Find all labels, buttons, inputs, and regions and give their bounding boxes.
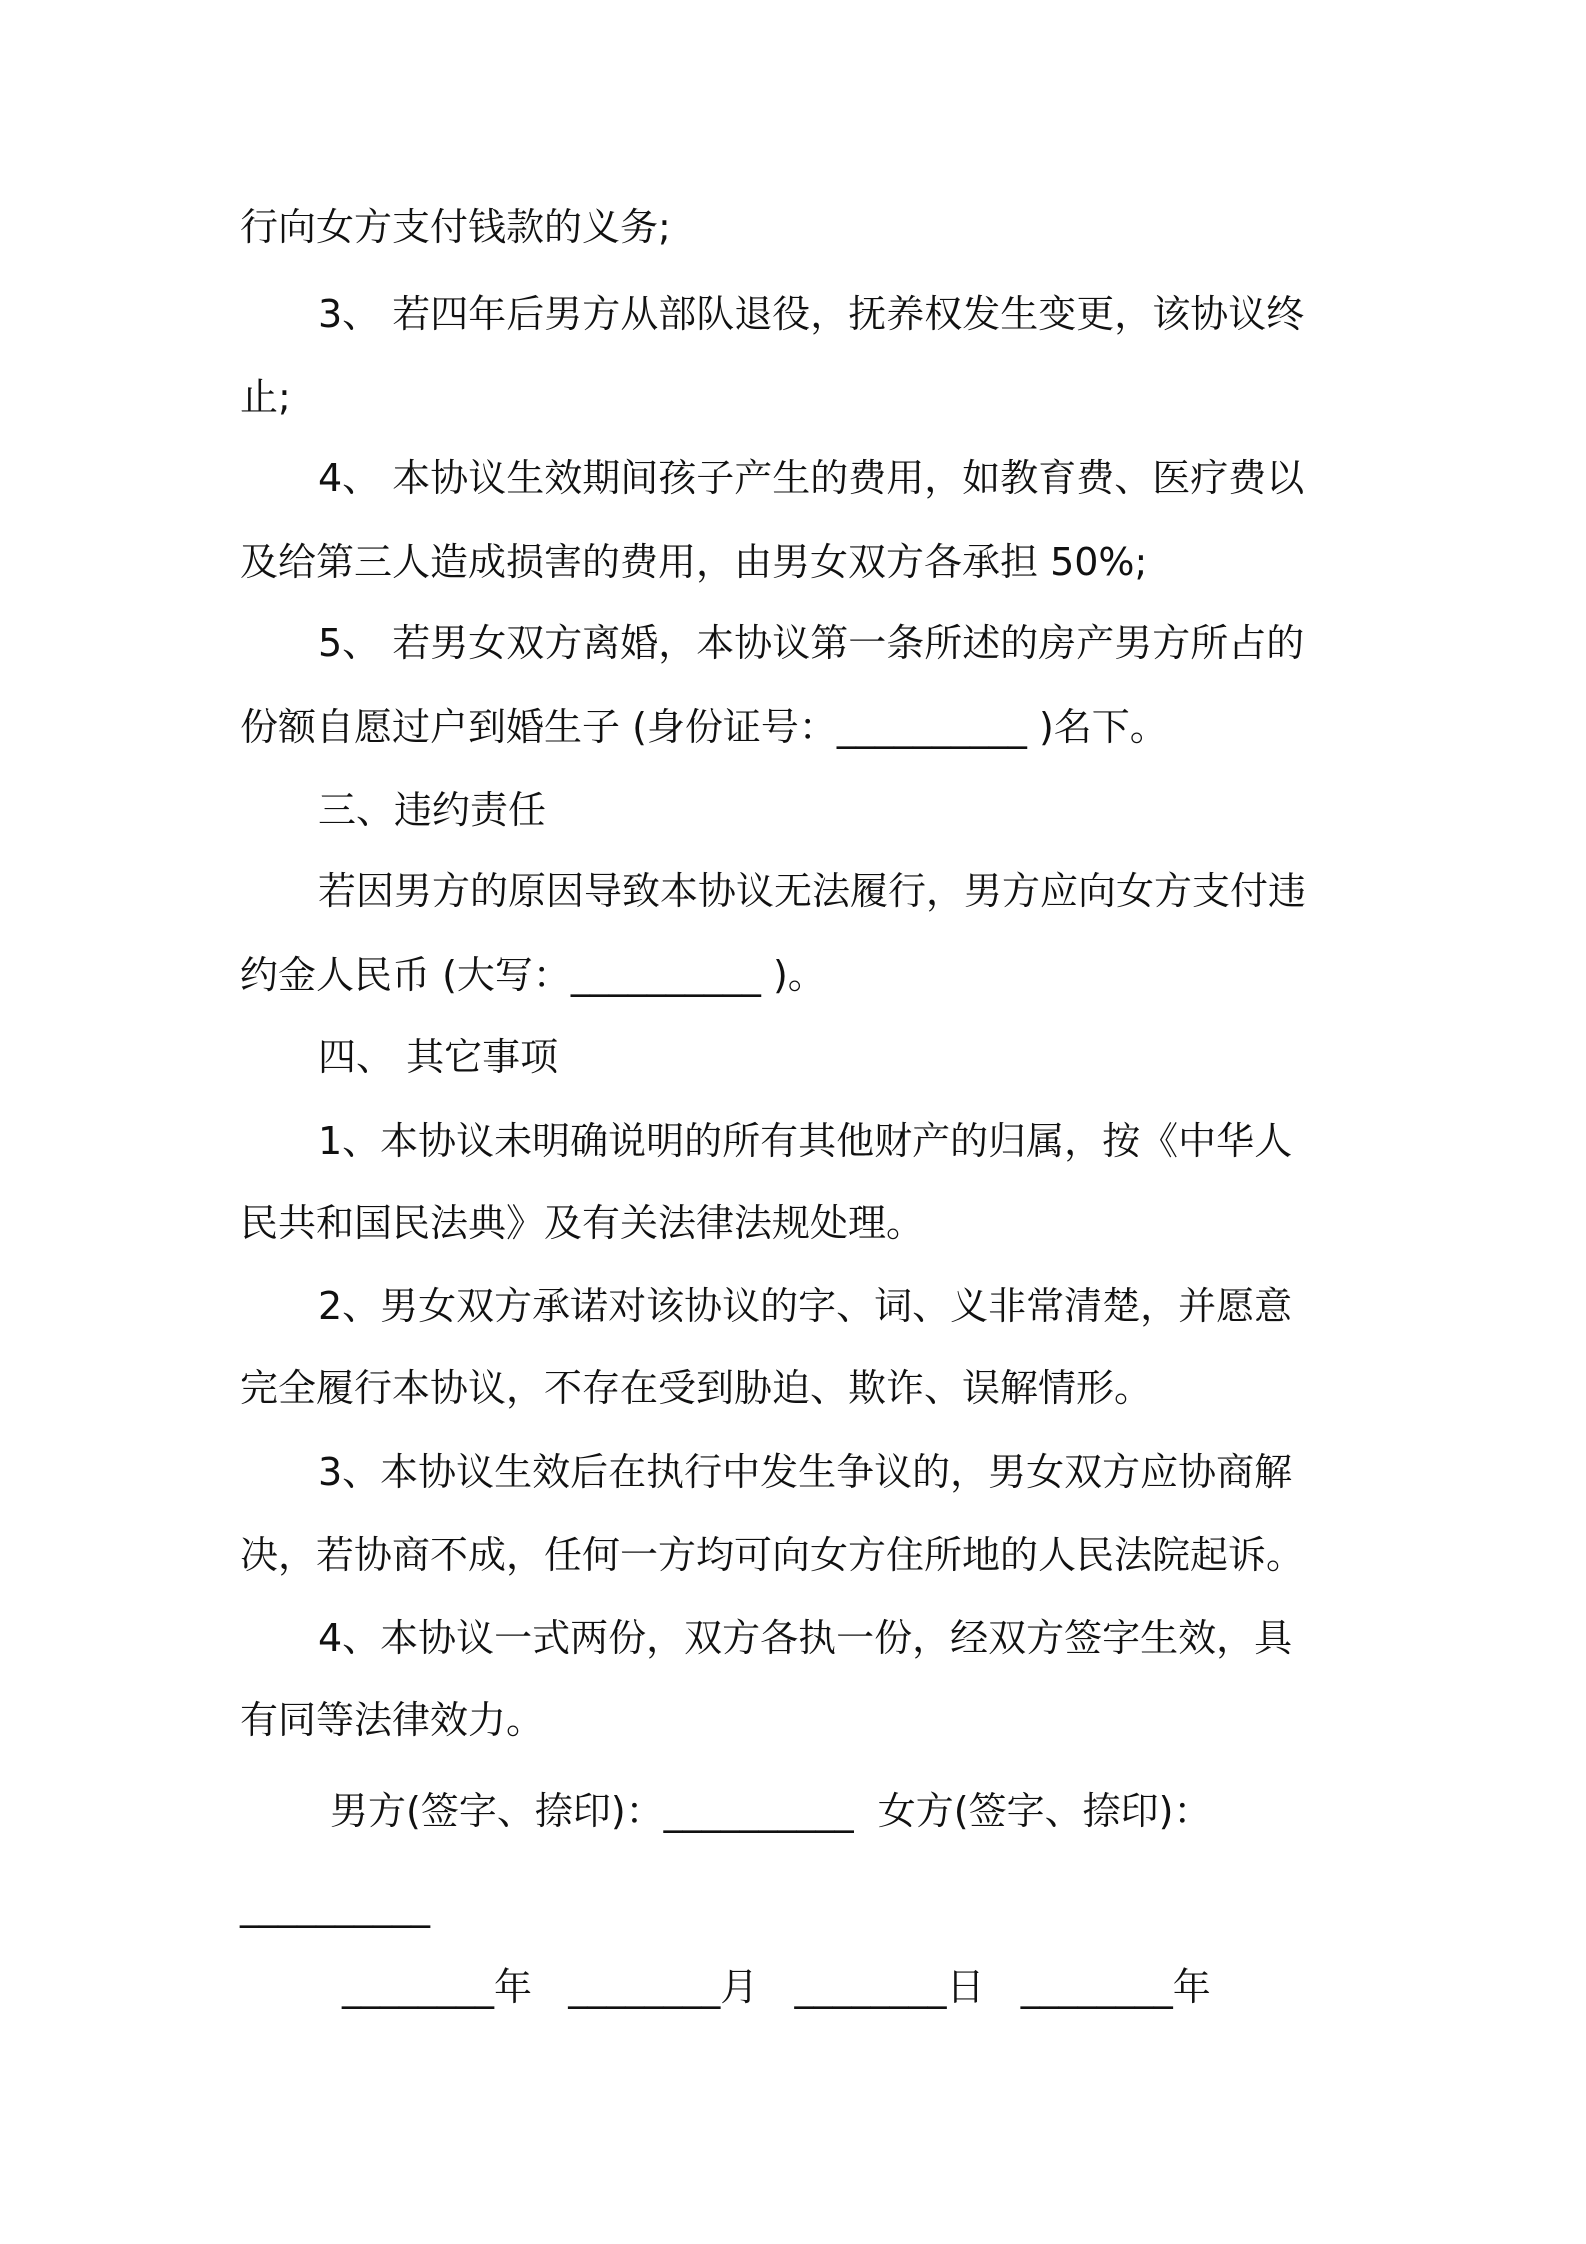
paragraph-line: 2、男女双方承诺对该协议的字、词、义非常清楚，并愿意 <box>318 1284 1293 1328</box>
paragraph-line: 4、本协议一式两份，双方各执一份，经双方签字生效，具 <box>318 1616 1293 1660</box>
paragraph-line: 完全履行本协议，不存在受到胁迫、欺诈、误解情形。 <box>240 1366 1153 1410</box>
paragraph-line: 止; <box>240 375 291 419</box>
section-heading: 四、 其它事项 <box>318 1035 559 1079</box>
paragraph-line: 及给第三人造成损害的费用，由男女双方各承担 50%; <box>240 540 1148 584</box>
paragraph-line: 5、 若男女双方离婚，本协议第一条所述的房产男方所占的 <box>318 621 1305 665</box>
paragraph-line: 约金人民币 (大写：__________ )。 <box>240 953 826 997</box>
paragraph-line: 1、本协议未明确说明的所有其他财产的归属，按《中华人 <box>318 1119 1293 1163</box>
paragraph-line: 有同等法律效力。 <box>240 1698 545 1742</box>
paragraph-line: 4、 本协议生效期间孩子产生的费用，如教育费、医疗费以 <box>318 456 1305 500</box>
section-heading: 三、违约责任 <box>318 788 547 832</box>
signature-blank: __________ <box>240 1884 430 1928</box>
paragraph-line: 3、 若四年后男方从部队退役，抚养权发生变更，该协议终 <box>318 292 1305 336</box>
date-line: ________年 ________月 ________日 ________年 <box>342 1965 1211 2009</box>
signature-line: 男方(签字、捺印)：__________ 女方(签字、捺印)： <box>330 1789 1212 1833</box>
paragraph-line: 若因男方的原因导致本协议无法履行，男方应向女方支付违 <box>318 869 1307 913</box>
paragraph-line: 民共和国民法典》及有关法律法规处理。 <box>240 1201 925 1245</box>
paragraph-line: 行向女方支付钱款的义务; <box>240 205 671 249</box>
paragraph-line: 份额自愿过户到婚生子 (身份证号：__________ )名下。 <box>240 705 1168 749</box>
paragraph-line: 决，若协商不成，任何一方均可向女方住所地的人民法院起诉。 <box>240 1533 1305 1577</box>
paragraph-line: 3、本协议生效后在执行中发生争议的，男女双方应协商解 <box>318 1450 1293 1494</box>
